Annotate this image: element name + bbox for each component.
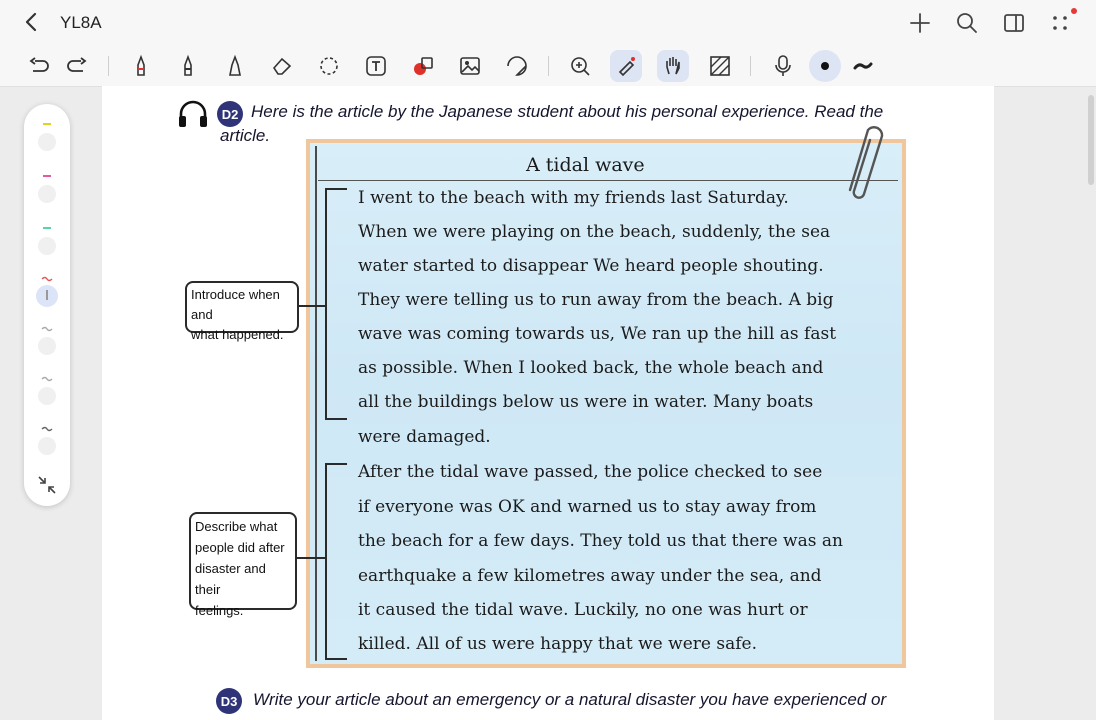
back-arrow-icon[interactable] bbox=[20, 10, 44, 34]
section-badge-d3: D3 bbox=[216, 688, 242, 714]
article-line: After the tidal wave passed, the police checked to see bbox=[358, 462, 823, 482]
section-badge-d2: D2 bbox=[217, 101, 243, 127]
collapse-panel-icon[interactable] bbox=[34, 472, 60, 498]
notification-dot bbox=[1071, 8, 1077, 14]
pen-presets-panel bbox=[24, 104, 70, 506]
callout-introduce bbox=[185, 281, 299, 342]
toolbar-divider bbox=[108, 56, 109, 76]
article-line: it caused the tidal wave. Luckily, no one was hurt or bbox=[358, 600, 808, 620]
d3-instruction: Write your article about an emergency or a natural disaster you have experienced or bbox=[253, 690, 887, 709]
redo-icon[interactable] bbox=[64, 53, 90, 79]
pen-preset-icon[interactable] bbox=[34, 426, 60, 460]
pen-preset-icon[interactable] bbox=[34, 376, 60, 410]
callout2-connector bbox=[297, 557, 325, 559]
add-icon[interactable] bbox=[907, 10, 933, 36]
paperclip-icon bbox=[838, 120, 884, 200]
hand-tool[interactable] bbox=[657, 50, 689, 82]
title-divider bbox=[318, 180, 898, 181]
article-line: if everyone was OK and warned us to stay away from bbox=[358, 497, 817, 517]
hand-icon bbox=[661, 54, 685, 78]
laser-pointer-tool[interactable] bbox=[610, 50, 642, 82]
lasso-icon[interactable] bbox=[316, 53, 342, 79]
toolbar-divider bbox=[548, 56, 549, 76]
pen-preset-yellow-icon[interactable] bbox=[34, 122, 60, 156]
pen-preset-green-icon[interactable] bbox=[34, 226, 60, 260]
paragraph1-bracket bbox=[325, 188, 347, 420]
text-box-icon[interactable] bbox=[363, 53, 389, 79]
eraser-icon[interactable] bbox=[269, 53, 295, 79]
paragraph2-bracket bbox=[325, 463, 347, 660]
title-bar bbox=[0, 0, 1096, 46]
pen-preset-selected-icon[interactable] bbox=[34, 276, 60, 310]
article-title: A tidal wave bbox=[526, 154, 645, 176]
article-line: wave was coming towards us, We ran up the hill as fast bbox=[358, 324, 837, 344]
page-scrollbar[interactable] bbox=[1088, 95, 1094, 185]
article-line: earthquake a few kilometres away under the sea, and bbox=[358, 566, 822, 586]
article-line: I went to the beach with my friends last Saturday. bbox=[358, 188, 789, 208]
highlighter-icon[interactable] bbox=[222, 53, 248, 79]
toolbar-divider bbox=[750, 56, 751, 76]
article-line: They were telling us to run away from the beach. A big bbox=[358, 290, 834, 310]
article-line: were damaged. bbox=[358, 427, 491, 447]
article-line: water started to disappear We heard people shouting. bbox=[358, 256, 824, 276]
pattern-icon[interactable] bbox=[707, 53, 733, 79]
article-line: killed. All of us were happy that we were safe. bbox=[358, 634, 757, 654]
sticker-icon[interactable] bbox=[504, 53, 530, 79]
microphone-icon[interactable] bbox=[770, 53, 796, 79]
d2-instruction-line1: Here is the article by the Japanese student about his personal experience. Read the bbox=[251, 102, 884, 121]
document-title: YL8A bbox=[60, 13, 102, 32]
article-line: When we were playing on the beach, suddenly, the sea bbox=[358, 222, 831, 242]
more-options-icon[interactable] bbox=[1047, 10, 1073, 36]
fountain-pen-icon[interactable] bbox=[128, 53, 154, 79]
laser-pointer-icon bbox=[614, 54, 638, 78]
callout-text: people did after bbox=[195, 540, 285, 555]
callout-text: disaster and their bbox=[195, 561, 266, 597]
callout-text: Describe what bbox=[195, 519, 278, 534]
d2-instruction-line2: article. bbox=[220, 126, 271, 145]
undo-icon[interactable] bbox=[26, 53, 52, 79]
image-icon[interactable] bbox=[457, 53, 483, 79]
zoom-icon[interactable] bbox=[567, 53, 593, 79]
callout1-connector bbox=[298, 305, 325, 307]
headphones-icon[interactable] bbox=[176, 98, 210, 130]
callout-text: feelings. bbox=[195, 603, 244, 618]
pencil-icon[interactable] bbox=[175, 53, 201, 79]
callout-describe bbox=[189, 512, 297, 618]
search-icon[interactable] bbox=[954, 10, 980, 36]
pen-preset-icon[interactable] bbox=[34, 326, 60, 360]
color-black-selected[interactable] bbox=[809, 50, 841, 82]
stroke-width-icon[interactable] bbox=[850, 53, 876, 79]
article-line: all the buildings below us were in water. Many boats bbox=[358, 392, 814, 412]
article-left-rule bbox=[315, 146, 317, 661]
callout-text: what happened. bbox=[191, 327, 284, 342]
article-line: the beach for a few days. They told us that there was an bbox=[358, 531, 843, 551]
black-swatch bbox=[821, 62, 829, 70]
shapes-icon[interactable] bbox=[410, 53, 436, 79]
callout-text: Introduce when and bbox=[191, 287, 280, 322]
drawing-toolbar bbox=[0, 46, 1096, 87]
article-line: as possible. When I looked back, the whole beach and bbox=[358, 358, 824, 378]
split-view-icon[interactable] bbox=[1001, 10, 1027, 36]
pen-preset-pink-icon[interactable] bbox=[34, 174, 60, 208]
